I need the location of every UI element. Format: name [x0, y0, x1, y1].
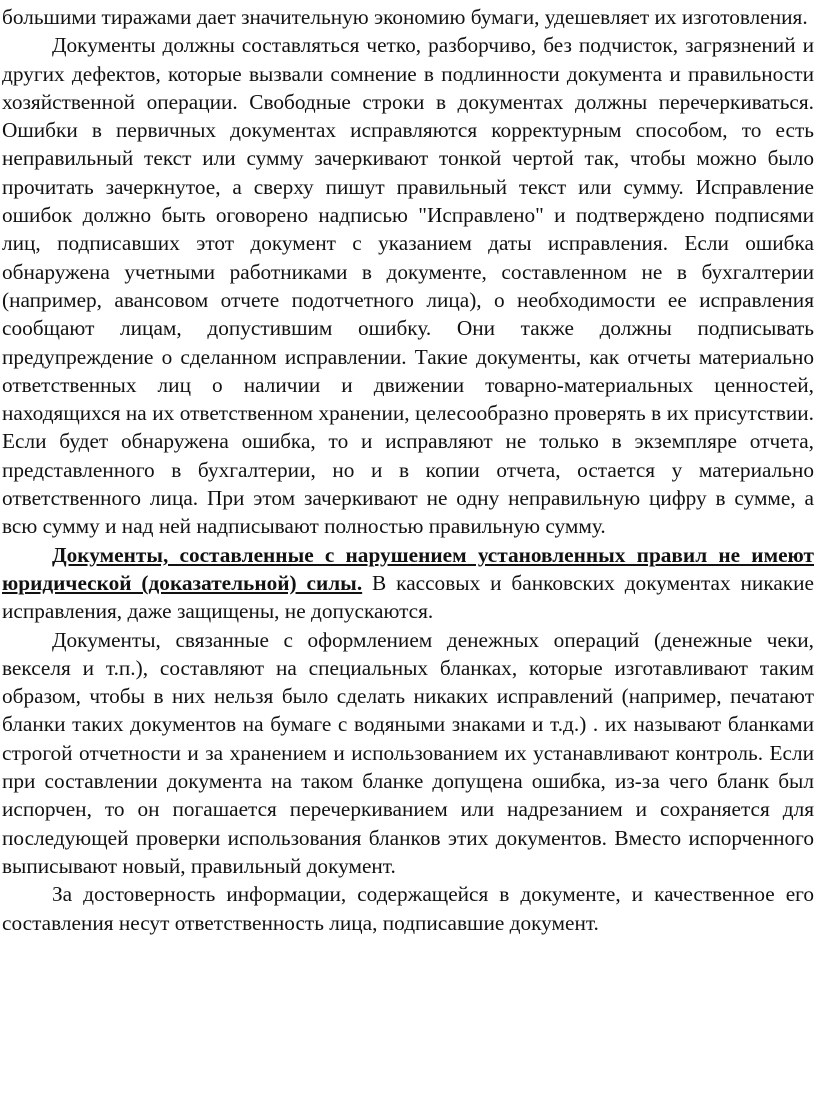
- paragraph-document-requirements: Документы должны составляться четко, разборчиво, без подчисток, загрязнений и других дефектов, которые вызвали сомнение в подлинности документа и правильности хозяйственной операции. Свободные строки в документах должны перечеркиваться. Ошибки в первичных документах исправляются корректурным способом, то есть неправильный текст или сумму зачеркивают тонкой чертой так, чтобы можно было прочитать зачеркнутое, а сверху пишут правильный текст или сумму. Исправление ошибок должно быть оговорено надписью "Исправлено" и подтверждено подписями лиц, подписавших этот документ с указанием даты исправления. Если ошибка обнаружена учетными работниками в документе, составленном не в бухгалтерии (например, авансовом отчете подотчетного лица), о необходимости ее исправления сообщают лицам, допустившим ошибку. Они также должны подписывать предупреждение о сделанном исправлении. Такие документы, как отчеты материально ответственных лиц о наличии и движении товарно-материальных ценностей, находящихся на их ответственном хранении, целесообразно проверять в их присутствии. Если будет обнаружена ошибка, то и исправляют не только в экземпляре отчета, представленного в бухгалтерии, но и в копии отчета, остается у материально ответственного лица. При этом зачеркивают не одну неправильную цифру в сумме, а всю сумму и над ней надписывают полностью правильную сумму.: [2, 33, 814, 539]
- paragraph-legal-force: [2, 541, 814, 626]
- paragraph-strict-forms: Документы, связанные с оформлением денежных операций (денежные чеки, векселя и т.п.), составляют на специальных бланках, которые изготавливают таким образом, чтобы в них нельзя было сделать никаких исправлений (например, печатают бланки таких документов на бумаге с водяными знаками и т.д.) . их называют бланками строгой отчетности и за хранением и использованием их устанавливают контроль. Если при составлении документа на таком бланке допущена ошибка, из-за чего бланк был испорчен, то он погашается перечеркиванием или надрезанием и сохраняется для последующей проверки использования бланков этих документов. Вместо испорченного выписывают новый, правильный документ.: [2, 627, 814, 878]
- legal-force-text: В кассовых и банковских документах никакие исправления, даже защищены, не допускаются.: [2, 570, 814, 624]
- paragraph-responsibility: За достоверность информации, содержащейся в документе, и качественное его составления несут ответственность лица, подписавшие документ.: [2, 882, 814, 935]
- legal-force-emphasis: Документы, составленные с нарушением установленных правил не имеют юридической (доказательной) силы.: [2, 542, 814, 595]
- paragraph-continuation: большими тиражами дает значительную экономию бумаги, удешевляет их изготовления.: [2, 5, 808, 29]
